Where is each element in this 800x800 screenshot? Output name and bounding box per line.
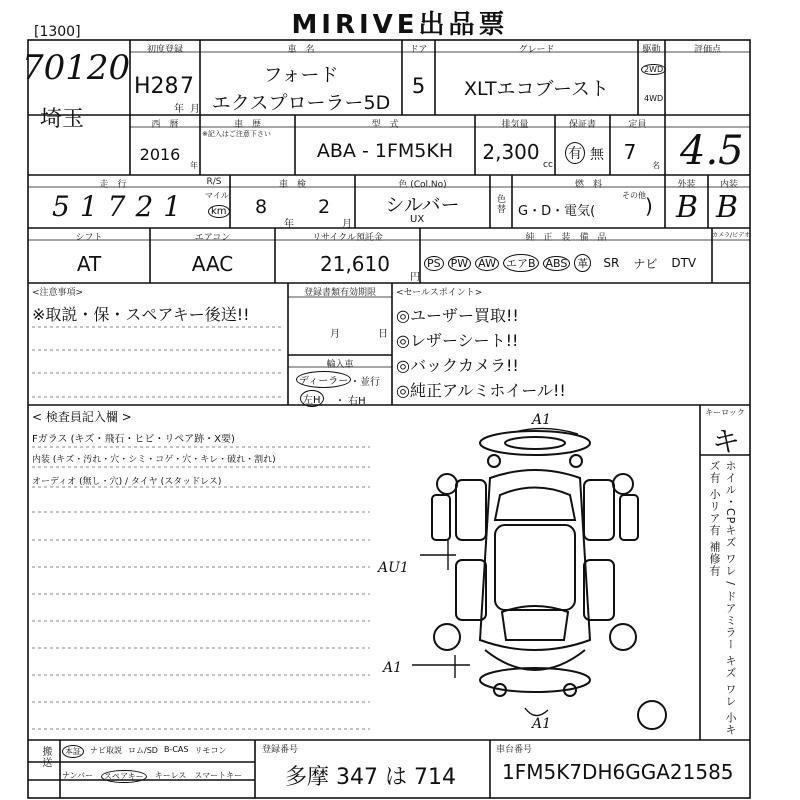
notes-line: ※取説・保・スペアキー後送!! [32,305,250,324]
warranty-no: 無 [590,147,604,163]
inspection-year-unit: 年 [284,219,294,230]
mileage-unit: km [208,205,230,218]
equip-ps: PS [424,256,444,271]
label-color: 色 (Col.No) [398,180,447,190]
color-change-label: 色替 [495,194,505,214]
fuel-close: ) [645,194,653,218]
warranty-yes: 有 [565,142,585,164]
label-notes: <注意事項> [32,288,84,298]
car-name-make: フォード [263,64,339,86]
dealer-option: ディーラー [296,371,351,388]
deadline-day: 日 [378,329,388,340]
equip-abs: ABS [543,256,571,271]
sales-point-1: ◎ユーザー買取!! [396,306,519,325]
ship-item-keyless: キーレス [154,771,187,780]
history-note: ※記入はご注意下さい [202,130,271,138]
mark-au1: AU1 [378,560,409,576]
shift-value: AT [76,252,102,276]
grade-value: XLTエコブースト [463,78,610,100]
capacity-value: 7 [623,140,637,164]
displacement-unit: cc [543,160,553,170]
drive-2wd: 2WD [641,64,666,75]
label-inspection: 車 検 [278,180,306,190]
capacity-unit: 名 [652,161,660,170]
form-title: MIRIVE出品票 [291,10,509,40]
recycle-unit: 円 [410,272,420,283]
label-score: 評価点 [693,45,721,55]
color-code: UX [410,214,425,225]
label-car-name: 車 名 [287,45,315,55]
equip-leather: 革 [574,254,591,272]
lot-number: 70120 [22,48,131,88]
first-reg-month: 7 [180,74,194,99]
parallel-option: ・並行 [350,377,380,388]
inspection-month: 2 [318,196,331,218]
interior-grade: B [716,190,739,225]
label-model: 型 式 [371,120,399,130]
shipping-row-2 [62,770,242,783]
label-first-reg: 初度登録 [146,45,183,55]
ship-item-remote: リモコン [194,746,227,755]
mark-a1-top: A1 [532,412,552,428]
first-reg-year-unit: 年 [174,104,184,115]
equip-dtv: DTV [671,256,697,270]
mileage-alt-unit: マイル [205,191,229,200]
registration-number: 多摩 347 は 714 [285,765,456,790]
mark-a1-bottom: A1 [532,716,552,732]
label-mileage: 走 行 [99,180,127,190]
ship-item-navi-manual: ナビ取説 [90,746,122,755]
deadline-month: 月 [330,329,340,340]
label-grade: グレード [518,45,555,55]
label-import: 輸入車 [326,360,354,370]
inspector-f-glass: Fガラス (キズ・飛石・ヒビ・リペア跡・X要) [32,434,235,445]
western-year: 2016 [139,145,181,164]
equip-sr: SR [603,256,620,270]
shipping-row-1 [62,745,226,758]
label-recycle: リサイクル預託金 [312,233,383,243]
aircon-value: AAC [191,252,234,276]
label-shipping: 搬送 [40,746,51,768]
color-value: シルバー [385,194,460,216]
door-count: 5 [411,74,426,98]
sales-point-4: ◎純正アルミホイール!! [396,381,566,400]
ship-item-plate: ナンバー [62,771,94,780]
ship-item-bcas: B-CAS [163,745,189,754]
equip-aw: AW [475,256,499,271]
ship-item-spare-key: スペアキー [101,770,147,783]
label-shift: シフト [75,233,103,243]
inspector-interior: 内装 (キズ・汚れ・穴・シミ・コゲ・穴・キレ・破れ・割れ) [32,455,276,465]
label-aircon: エアコン [194,233,231,243]
lot-box: [1300] [34,24,81,40]
label-sales: <セールスポイント> [396,288,483,298]
car-diagram [432,431,666,729]
mileage-value: 51721 [52,190,192,223]
model-value: ABA - 1FM5KH [316,140,454,162]
label-camera: カメラ/ビデオ [712,232,750,239]
label-western: 西 暦 [151,120,179,130]
inspection-year: 8 [255,196,268,218]
label-rs: R/S [206,177,222,187]
keylock-value: キ [712,425,741,458]
inspector-audio: オーディオ (無し・穴) / タイヤ (スタッドレス) [32,477,222,487]
sales-point-2: ◎レザーシート!! [396,331,519,350]
mark-a1-left: A1 [383,660,403,676]
label-door: ドア [409,45,428,55]
first-reg-year: H28 [134,74,179,99]
chassis-number: 1FM5K7DH6GGA21585 [502,760,734,784]
exterior-grade: B [676,190,699,225]
label-capacity: 定員 [628,120,647,130]
ship-item-smart-key: スマートキー [194,771,243,780]
car-name-model: エクスプローラー5D [211,92,391,114]
inspection-month-unit: 月 [342,219,352,230]
western-year-unit: 年 [190,161,198,170]
fuel-other: その他 [622,191,646,200]
label-fuel: 燃 料 [574,180,602,190]
rhd-option: ・ 右H [335,396,366,407]
displacement-value: 2,300 [482,140,540,164]
equip-airbag: エアB [503,254,539,272]
equip-navi: ナビ [633,256,658,271]
ship-item-docs: 本証 [62,745,84,758]
score-value: 4.5 [680,128,744,174]
lot-region: 埼玉 [40,107,85,132]
lhd-option: 左H [300,390,324,407]
label-displacement: 排気量 [501,120,529,130]
label-keylock: キーロック [705,408,745,417]
drive-4wd: 4WD [644,94,664,103]
label-chassis: 車台番号 [496,745,533,755]
fuel-options: G・D・電気( [518,204,596,219]
equip-pw: PW [448,256,472,271]
label-interior: 内装 [719,180,738,190]
recycle-value: 21,610 [320,252,390,276]
sales-point-3: ◎バックカメラ!! [396,356,519,375]
ship-item-rom: ロム/SD [128,746,158,755]
equipment-row [424,248,750,278]
side-damage-notes: ホイル・CPキズ ワレ / ドアミラー キズ ワレ 小キズ有 小リア有 補修有 [708,460,737,736]
label-exterior: 外装 [677,180,696,190]
label-history: 車 歴 [233,120,261,130]
label-drive: 駆動 [642,45,661,55]
first-reg-month-unit: 月 [190,104,200,115]
label-warranty: 保証書 [568,120,596,130]
label-reg-no: 登録番号 [262,745,299,755]
label-inspector: < 検査員記入欄 > [32,410,132,424]
label-equipment: 純 正 装 備 品 [525,233,607,243]
label-reg-deadline: 登録書類有効期限 [303,288,376,298]
